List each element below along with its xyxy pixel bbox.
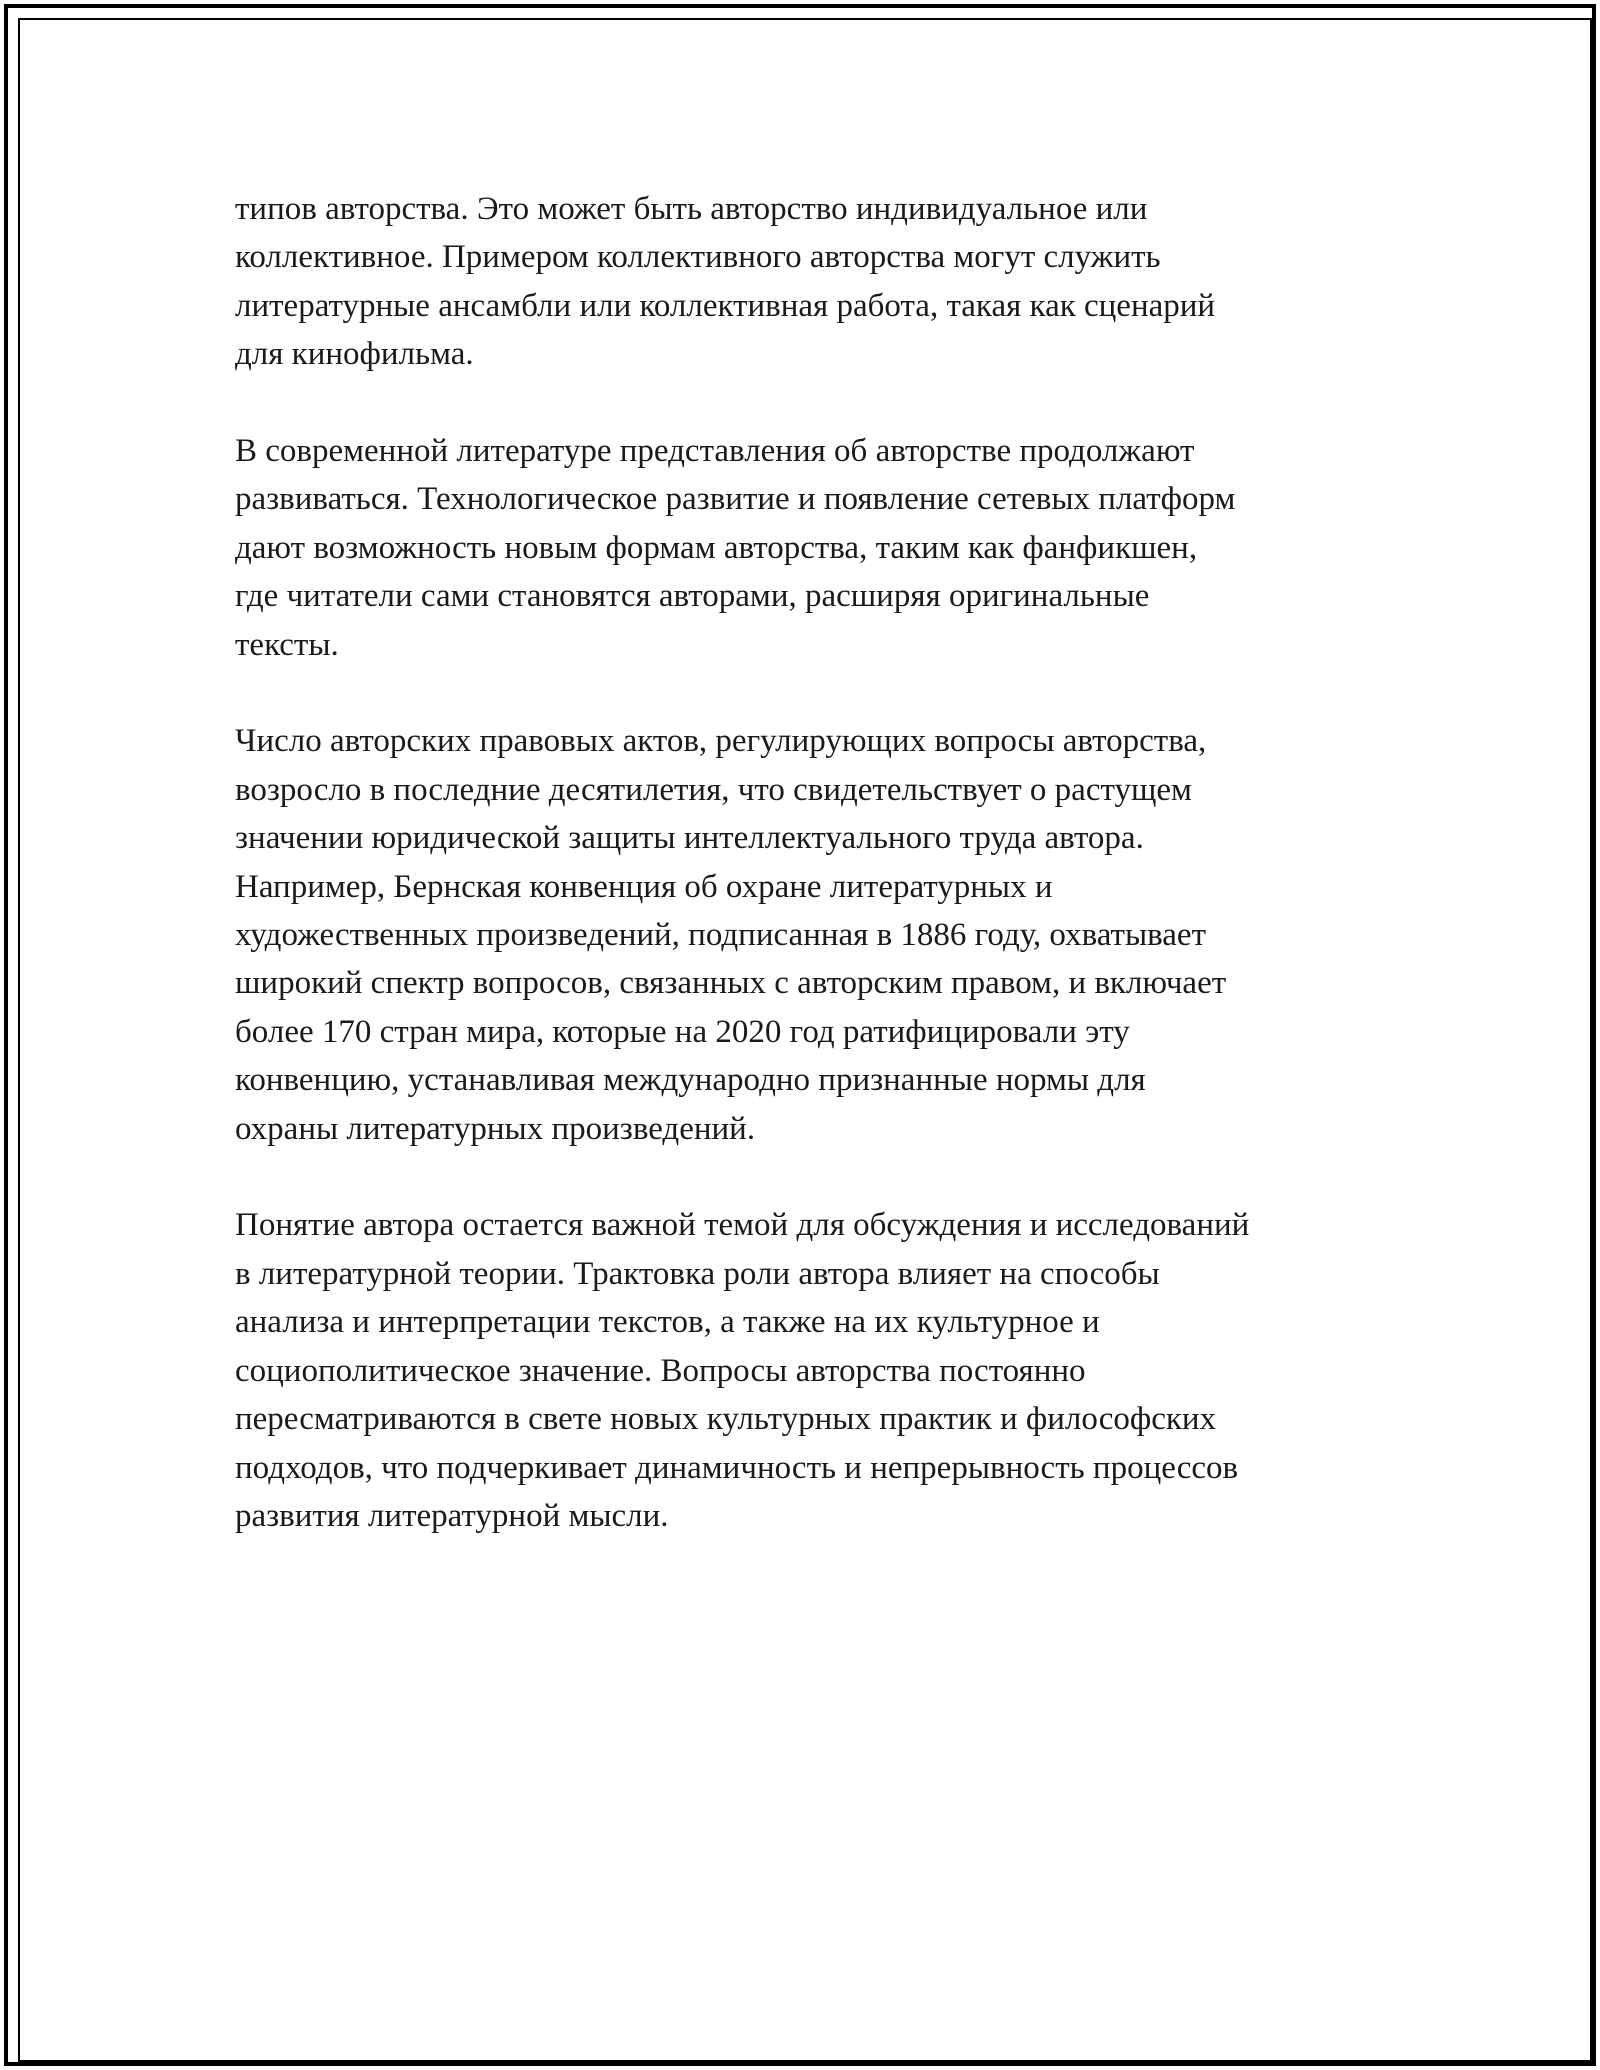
text-line: широкий спектр вопросов, связанных с авторским правом, и включает xyxy=(235,965,1227,1002)
paragraph-1 xyxy=(235,185,1385,379)
text-line: для кинофильма. xyxy=(235,336,474,373)
text-line: значении юридической защиты интеллектуального труда автора. xyxy=(235,820,1144,857)
text-line: более 170 стран мира, которые на 2020 год ратифицировали эту xyxy=(235,1013,1130,1050)
text-line: Число авторских правовых актов, регулирующих вопросы авторства, xyxy=(235,723,1207,760)
paragraph-4 xyxy=(235,1201,1385,1540)
text-line: социополитическое значение. Вопросы авторства постоянно xyxy=(235,1352,1086,1389)
paragraph-3 xyxy=(235,717,1385,1153)
text-line: где читатели сами становятся авторами, расширяя оригинальные xyxy=(235,578,1150,615)
text-line: анализа и интерпретации текстов, а также на их культурное и xyxy=(235,1304,1100,1341)
paragraph-2 xyxy=(235,427,1385,669)
text-line: конвенцию, устанавливая международно признанные нормы для xyxy=(235,1062,1146,1099)
text-line: В современной литературе представления об авторстве продолжают xyxy=(235,433,1195,470)
text-line: дают возможность новым формам авторства, таким как фанфикшен, xyxy=(235,529,1198,566)
text-line: развития литературной мысли. xyxy=(235,1497,669,1534)
text-line: литературные ансамбли или коллективная работа, такая как сценарий xyxy=(235,287,1216,324)
text-line: в литературной теории. Трактовка роли автора влияет на способы xyxy=(235,1255,1160,1292)
document-body xyxy=(235,185,1385,1589)
text-line: коллективное. Примером коллективного авторства могут служить xyxy=(235,239,1161,276)
text-line: развиваться. Технологическое развитие и появление сетевых платформ xyxy=(235,481,1236,518)
text-line: типов авторства. Это может быть авторство индивидуальное или xyxy=(235,191,1148,227)
text-line: подходов, что подчеркивает динамичность и непрерывность процессов xyxy=(235,1449,1239,1486)
text-line: художественных произведений, подписанная в 1886 году, охватывает xyxy=(235,917,1207,954)
text-line: охраны литературных произведений. xyxy=(235,1110,756,1147)
text-line: Понятие автора остается важной темой для обсуждения и исследований xyxy=(235,1207,1250,1244)
text-line: тексты. xyxy=(235,626,339,663)
text-line: возросло в последние десятилетия, что свидетельствует о растущем xyxy=(235,771,1192,808)
text-line: пересматриваются в свете новых культурных практик и философских xyxy=(235,1401,1217,1438)
text-line: Например, Бернская конвенция об охране литературных и xyxy=(235,868,1053,905)
